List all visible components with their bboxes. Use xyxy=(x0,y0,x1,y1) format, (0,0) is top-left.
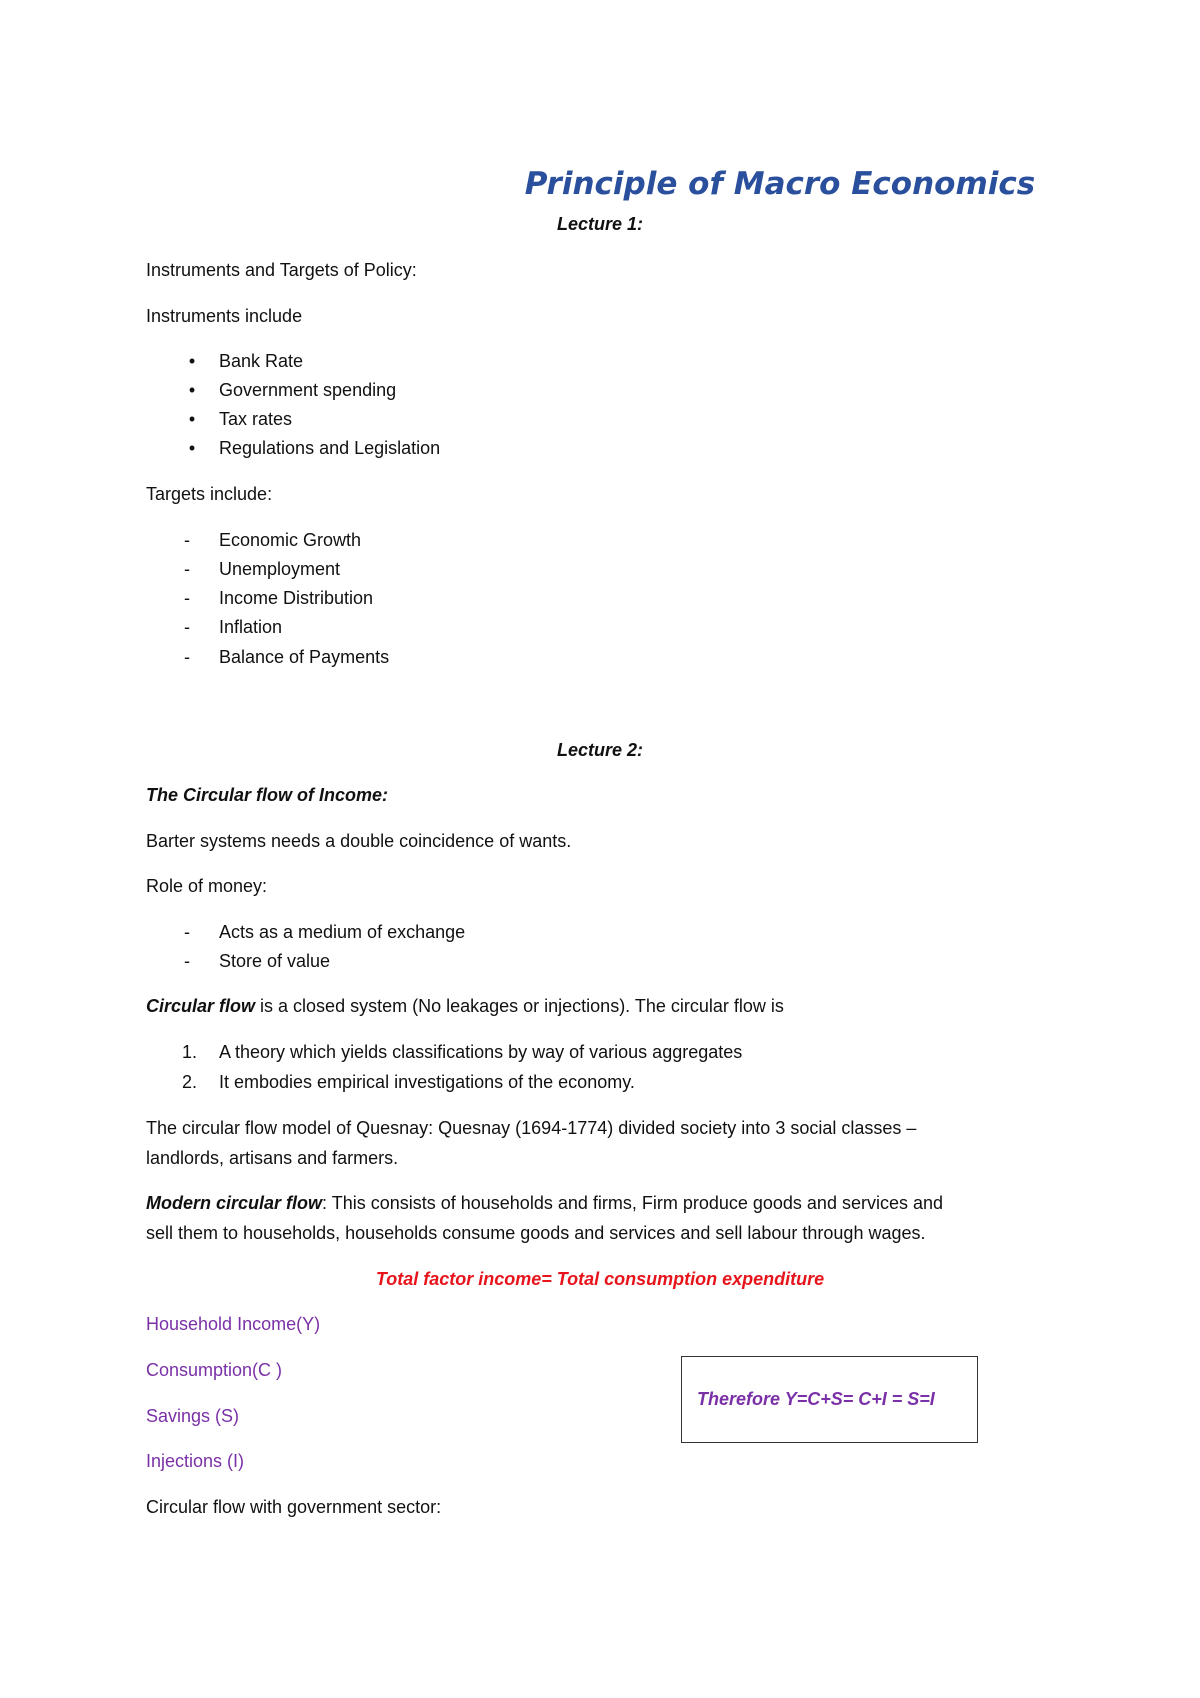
targets-intro: Targets include: xyxy=(146,484,273,504)
bullet-marker: • xyxy=(188,351,196,371)
equation-text: Total factor income= Total consumption expenditure xyxy=(375,1269,825,1289)
dash-marker: - xyxy=(184,922,190,942)
dash-marker: - xyxy=(184,647,190,667)
barter-text: Barter systems needs a double coincidence of wants. xyxy=(146,831,572,851)
dash-marker: - xyxy=(184,530,190,550)
quesnay-line-2: landlords, artisans and farmers. xyxy=(146,1148,399,1168)
modern-flow-description: : This consists of households and firms, Firm produce goods and services and xyxy=(322,1193,944,1213)
list-item: Income Distribution xyxy=(219,588,374,608)
number-marker: 2. xyxy=(182,1072,198,1092)
modern-flow-term: Modern circular flow xyxy=(146,1193,323,1213)
list-item: Government spending xyxy=(219,380,397,400)
list-item: Unemployment xyxy=(219,559,341,579)
number-marker: 1. xyxy=(182,1042,198,1062)
list-item: Economic Growth xyxy=(219,530,362,550)
list-item: Bank Rate xyxy=(219,351,304,371)
list-item: Tax rates xyxy=(219,409,293,429)
list-item: Balance of Payments xyxy=(219,647,390,667)
variable-item: Consumption(C ) xyxy=(146,1360,283,1380)
bullet-marker: • xyxy=(188,409,196,429)
list-item: Inflation xyxy=(219,617,283,637)
role-of-money-intro: Role of money: xyxy=(146,876,268,896)
bullet-marker: • xyxy=(188,438,196,458)
variable-item: Savings (S) xyxy=(146,1406,240,1426)
instruments-intro: Instruments include xyxy=(146,306,303,326)
dash-marker: - xyxy=(184,559,190,579)
quesnay-line-1: The circular flow model of Quesnay: Quesnay (1694-1774) divided society into 3 social classes – xyxy=(146,1118,917,1138)
therefore-box xyxy=(681,1356,978,1443)
list-item: Regulations and Legislation xyxy=(219,438,441,458)
circular-flow-description: is a closed system (No leakages or injections). The circular flow is xyxy=(255,996,784,1016)
circular-flow-term: Circular flow xyxy=(146,996,256,1016)
government-sector-text: Circular flow with government sector: xyxy=(146,1497,442,1517)
bullet-marker: • xyxy=(188,380,196,400)
list-item: Store of value xyxy=(219,951,331,971)
instruments-targets-heading: Instruments and Targets of Policy: xyxy=(146,260,417,280)
modern-flow-line-2: sell them to households, households consume goods and services and sell labour through wages. xyxy=(146,1223,926,1243)
dash-marker: - xyxy=(184,951,190,971)
circular-flow-heading: The Circular flow of Income: xyxy=(146,785,389,805)
circular-flow-paragraph xyxy=(146,996,784,1017)
lecture-2-label: Lecture 2: xyxy=(556,740,644,760)
page-title: Principle of Macro Economics xyxy=(524,166,1036,202)
therefore-text: Therefore Y=C+S= C+I = S=I xyxy=(697,1389,935,1409)
dash-marker: - xyxy=(184,588,190,608)
variable-item: Injections (I) xyxy=(146,1451,245,1471)
lecture-1-label: Lecture 1: xyxy=(556,214,644,234)
dash-marker: - xyxy=(184,617,190,637)
list-item: A theory which yields classifications by way of various aggregates xyxy=(219,1042,743,1062)
variable-item: Household Income(Y) xyxy=(146,1314,321,1334)
list-item: It embodies empirical investigations of the economy. xyxy=(219,1072,635,1092)
list-item: Acts as a medium of exchange xyxy=(219,922,466,942)
modern-flow-paragraph xyxy=(146,1193,943,1214)
